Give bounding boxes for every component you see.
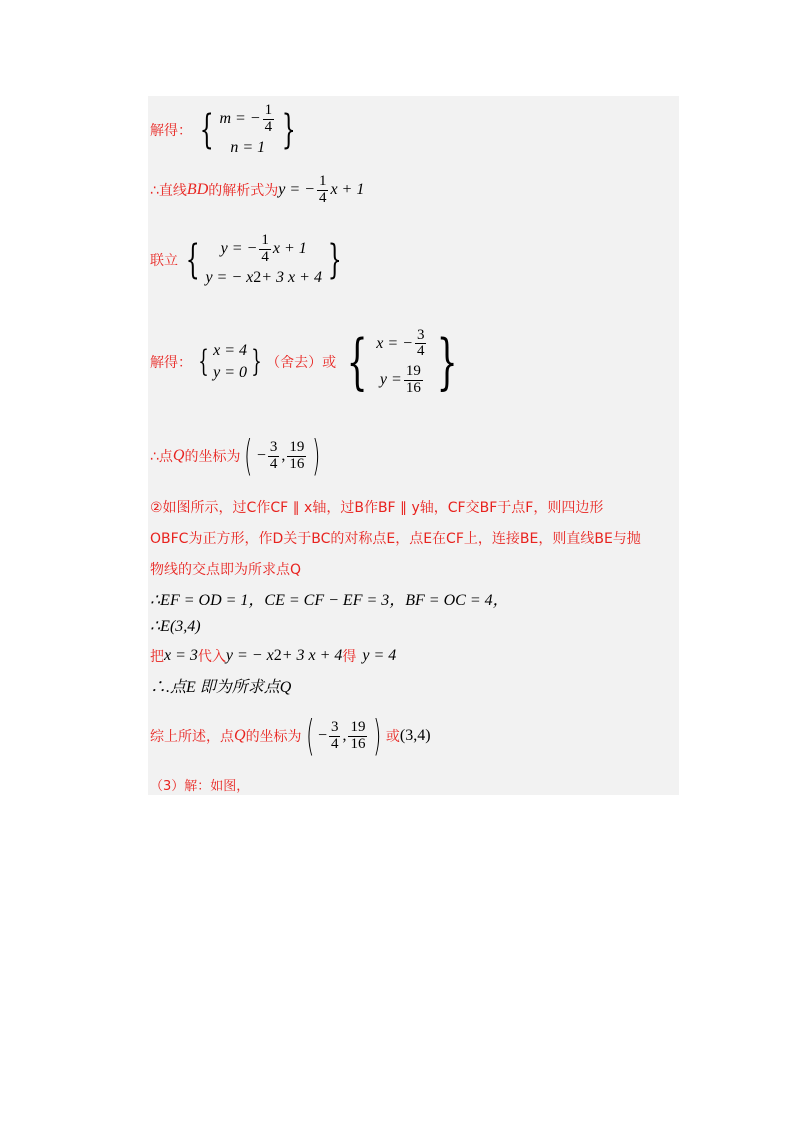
frac-den: 16: [289, 455, 305, 472]
solution-line-m-n: [150, 100, 302, 160]
x-val: x = −: [376, 334, 413, 352]
eq1-right: x + 1: [272, 240, 307, 257]
x-plus-one: x + 1: [330, 181, 365, 198]
simultaneous-line: [150, 228, 347, 292]
part-three-line: （3）解：如图，: [150, 778, 250, 794]
frac-den: 4: [318, 189, 327, 206]
frac-den: 16: [350, 735, 366, 752]
intersection-line: 物线的交点即为所求点Q: [150, 562, 302, 578]
therefore-text: ∴直线: [150, 183, 187, 199]
summary-line: 综上所述，点 Q 的坐标为 ( − $\frac{3}{4}$ , $\frac{19}{16}$ ) 或 (3,4): [150, 711, 431, 760]
solve-label: 解得：: [150, 355, 192, 371]
solve-label: 解得：: [150, 123, 192, 139]
into-label: 代入: [197, 649, 226, 665]
therefore-point: ∴点: [150, 449, 173, 465]
solution-line-xy: [150, 318, 467, 406]
equation-system: { y = − $\frac{1}{4}$ x + 1 y = − x 2 + 3 x + 4 {: [185, 231, 342, 287]
y-eq: y = −: [278, 181, 315, 198]
square-exp: 2: [253, 269, 262, 287]
parabola-left: y = − x: [225, 647, 274, 664]
parabola-right: + 3 x + 4: [281, 647, 343, 664]
m-value: m = −: [219, 110, 261, 127]
frac-den: 4: [261, 248, 269, 265]
discard-or: （舍去）或: [266, 355, 337, 371]
substitute-label: 把: [150, 649, 164, 665]
y-val: y = 0: [213, 364, 247, 381]
frac-num: 3: [269, 438, 278, 455]
frac-num: 19: [350, 718, 366, 735]
x-eq-3: x = 3: [164, 647, 198, 664]
solution-a: { x = 4 y = 0 {: [198, 342, 262, 381]
frac-num: 3: [330, 718, 339, 735]
eq1-left: y = −: [220, 240, 258, 257]
point-e-line: ∴E(3,4): [150, 618, 201, 635]
eq2-left: y = − x: [205, 269, 254, 287]
frac-num: 19: [405, 363, 421, 379]
lengths-line: ∴EF = OD = 1，CE = CF − EF = 3，BF = OC = 4，: [150, 591, 509, 609]
minus-sign: −: [256, 447, 266, 464]
n-value: n = 1: [230, 139, 266, 157]
frac-den: 4: [269, 455, 278, 472]
method-two-line: ②如图所示，过C作CF ∥ x轴，过B作BF ∥ y轴，CF交BF于点F，则四边形: [150, 500, 604, 516]
get-label: 得: [342, 649, 357, 665]
q-label: Q: [172, 447, 185, 464]
square-line: OBFC为正方形，作D关于BC的对称点E，点E在CF上，连接BE，则直线BE与抛: [150, 531, 641, 547]
frac-num: 1: [261, 231, 269, 248]
x-val: x = 4: [213, 342, 247, 359]
frac-den: 4: [330, 735, 339, 752]
equation-system: { m = − $\frac{1}{4}$ n = 1 {: [199, 101, 296, 157]
frac-den: 4: [416, 343, 425, 360]
q-label: Q: [234, 727, 246, 744]
frac-num: 3: [416, 326, 425, 343]
summary-text: 综上所述，点: [150, 729, 234, 745]
bd-label: BD: [186, 181, 209, 198]
frac-den: 16: [405, 379, 421, 396]
line-bd-expression: [150, 172, 364, 208]
q-coordinates-line: ∴点 Q 的坐标为 ( − $\frac{3}{4}$ , $\frac{19}{16}$ ): [150, 431, 321, 480]
eq2-right: + 3 x + 4: [261, 269, 322, 287]
simultaneous-label: 联立: [150, 253, 178, 269]
point-3-4: (3,4): [399, 727, 431, 744]
or-text: 或: [385, 729, 400, 745]
solution-b: { x = − $\frac{3}{4}$ y = $\frac{19}{16}$ {: [346, 326, 459, 397]
square-exp: 2: [273, 647, 282, 664]
expression-text: 的解析式为: [208, 183, 279, 199]
coord-text: 的坐标为: [184, 449, 241, 465]
minus-sign: −: [317, 727, 327, 744]
frac-num: 1: [318, 172, 327, 189]
substitute-line: [150, 645, 396, 667]
coord-text: 的坐标为: [245, 729, 302, 745]
frac-num: 19: [289, 438, 305, 455]
point-e-is-q: ∴.点E 即为所求点Q: [150, 678, 292, 696]
y-eq-4: y = 4: [362, 647, 397, 664]
y-val: y =: [379, 371, 402, 389]
frac-num: 1: [264, 101, 273, 118]
frac-den: 4: [264, 118, 273, 135]
